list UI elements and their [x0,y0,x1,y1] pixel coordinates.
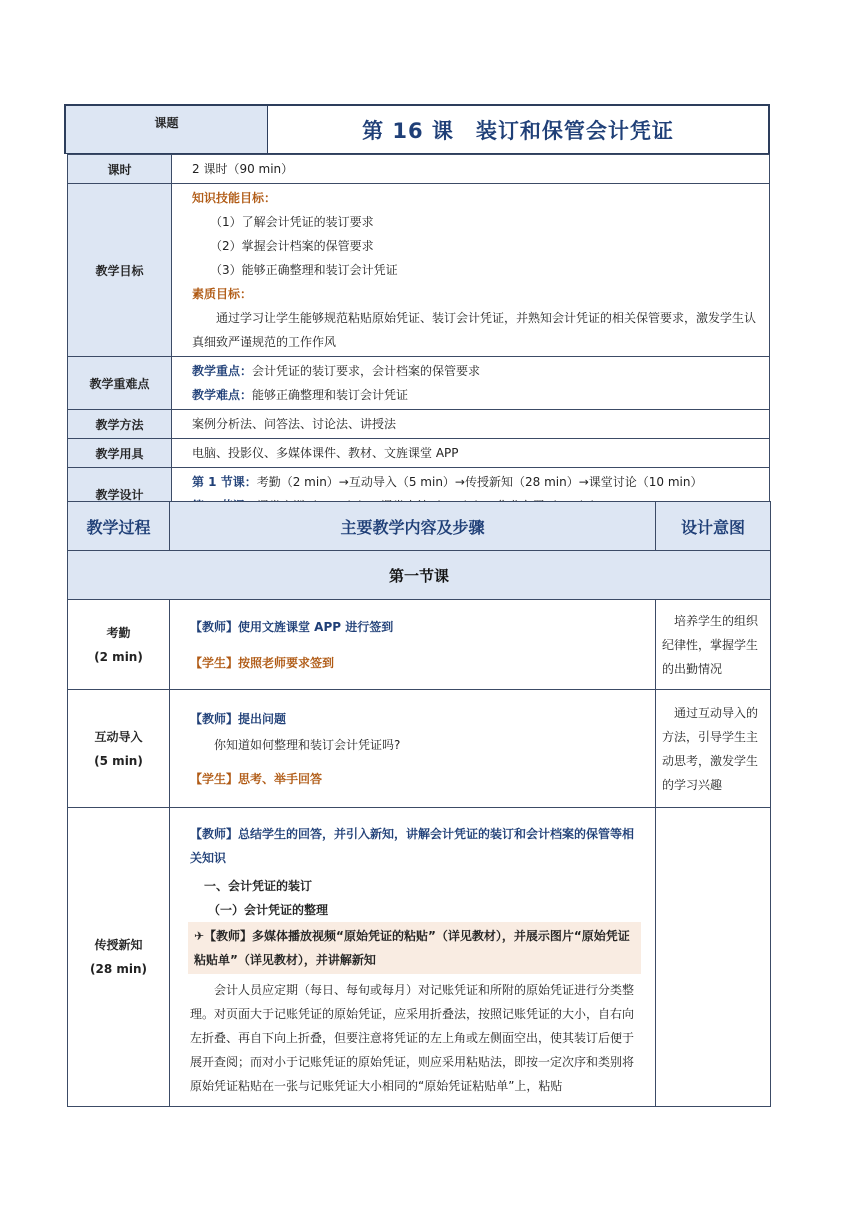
key-point-text: 会计凭证的装订要求，会计档案的保管要求 [252,364,481,378]
keypoints-value [172,357,770,410]
intro-row [68,690,771,808]
knowledge-goal-title: 知识技能目标： [192,191,277,205]
teacher-action: 【教师】提出问题 [190,711,287,726]
lesson-info-table [67,154,770,521]
method-label: 教学方法 [68,410,172,439]
stage-name: 传授新知 [94,938,143,952]
teach-stage [68,808,170,1107]
tools-label: 教学用具 [68,439,172,468]
key-point-title: 教学重点： [192,364,253,378]
tools-row [68,439,770,468]
teach-content [170,808,656,1107]
body-text: 会计人员应定期（每日、每旬或每月）对记账凭证和所附的原始凭证进行分类整理。对页面大于记账凭证的原始凭证，应采用折叠法，按照记账凭证的大小，自右向左折叠、再自下向上折叠，但要注意将凭证的左上角或左侧面空出，使其装订后便于展开查阅；而对小于记账凭证的原始凭证，则应采用粘贴法，即按一定次序和类别将原始凭证粘贴在一张与记账凭证大小相同的“原始凭证粘贴单”上，粘贴 [190,983,635,1093]
hours-value: 2 课时（90 min） [172,155,770,184]
student-action: 【学生】思考、举手回答 [190,771,323,786]
knowledge-goal-item: （3）能够正确整理和装订会计凭证 [210,263,398,277]
method-value: 案例分析法、问答法、讨论法、讲授法 [172,410,770,439]
method-row [68,410,770,439]
knowledge-goal-item: （2）掌握会计档案的保管要求 [210,239,374,253]
teacher-action: 【教师】总结学生的回答，并引入新知，讲解会计凭证的装订和会计档案的保管等相关知识 [190,827,635,865]
section-title: 第一节课 [68,551,771,600]
teach-row [68,808,771,1107]
col-stage-header: 教学过程 [68,502,170,551]
tools-value: 电脑、投影仪、多媒体课件、教材、文旌课堂 APP [172,439,770,468]
attendance-row [68,600,771,690]
topic-header [64,104,770,154]
lesson1-flow: 考勤（2 min）→互动导入（5 min）→传授新知（28 min）→课堂讨论（10 min） [256,475,703,489]
design-label: 教学设计 [68,468,172,521]
difficulty-title: 教学难点： [192,388,253,402]
teaching-process-table [67,501,771,1107]
col-content-header: 主要教学内容及步骤 [170,502,656,551]
heading-1: 一、会计凭证的装订 [204,879,313,893]
process-header-row [68,502,771,551]
hours-label: 课时 [68,155,172,184]
lesson1-title: 第 1 节课： [192,475,257,489]
goals-value [172,184,770,357]
video-instruction: ✈【教师】多媒体播放视频“原始凭证的粘贴”（详见教材），并展示图片“原始凭证粘贴单”（详见教材），并讲解新知 [188,922,641,974]
intro-content [170,690,656,808]
difficulty-text: 能够正确整理和装订会计凭证 [252,388,409,402]
stage-time: (28 min) [89,962,147,976]
quality-goal-text: 通过学习让学生能够规范粘贴原始凭证、装订会计凭证，并熟知会计凭证的相关保管要求，激发学生认真细致严谨规范的工作作风 [192,311,757,349]
section-row [68,551,771,600]
teach-intent [656,808,771,1107]
question-text: 你知道如何整理和装订会计凭证吗? [214,737,401,752]
stage-time: (5 min) [94,753,143,768]
knowledge-goal-item: （1）了解会计凭证的装订要求 [210,215,374,229]
attendance-stage [68,600,170,690]
intro-stage [68,690,170,808]
student-action: 【学生】按照老师要求签到 [190,655,335,670]
quality-goal-title: 素质目标： [192,287,253,301]
col-intent-header: 设计意图 [656,502,771,551]
intro-intent: 通过互动导入的方法，引导学生主动思考，激发学生的学习兴趣 [656,690,771,808]
stage-time: (2 min) [94,649,143,664]
stage-name: 互动导入 [94,729,143,744]
heading-2: （一）会计凭证的整理 [208,903,329,917]
teacher-action: 【教师】使用文旌课堂 APP 进行签到 [190,619,394,634]
hours-row [68,155,770,184]
keypoints-label: 教学重难点 [68,357,172,410]
keypoints-row [68,357,770,410]
goals-label: 教学目标 [68,184,172,357]
topic-label: 课题 [66,106,268,153]
goals-row [68,184,770,357]
attendance-content [170,600,656,690]
stage-name: 考勤 [106,625,131,640]
attendance-intent: 培养学生的组织纪律性，掌握学生的出勤情况 [656,600,771,690]
lesson-title: 第 16 课 装订和保管会计凭证 [362,118,674,143]
